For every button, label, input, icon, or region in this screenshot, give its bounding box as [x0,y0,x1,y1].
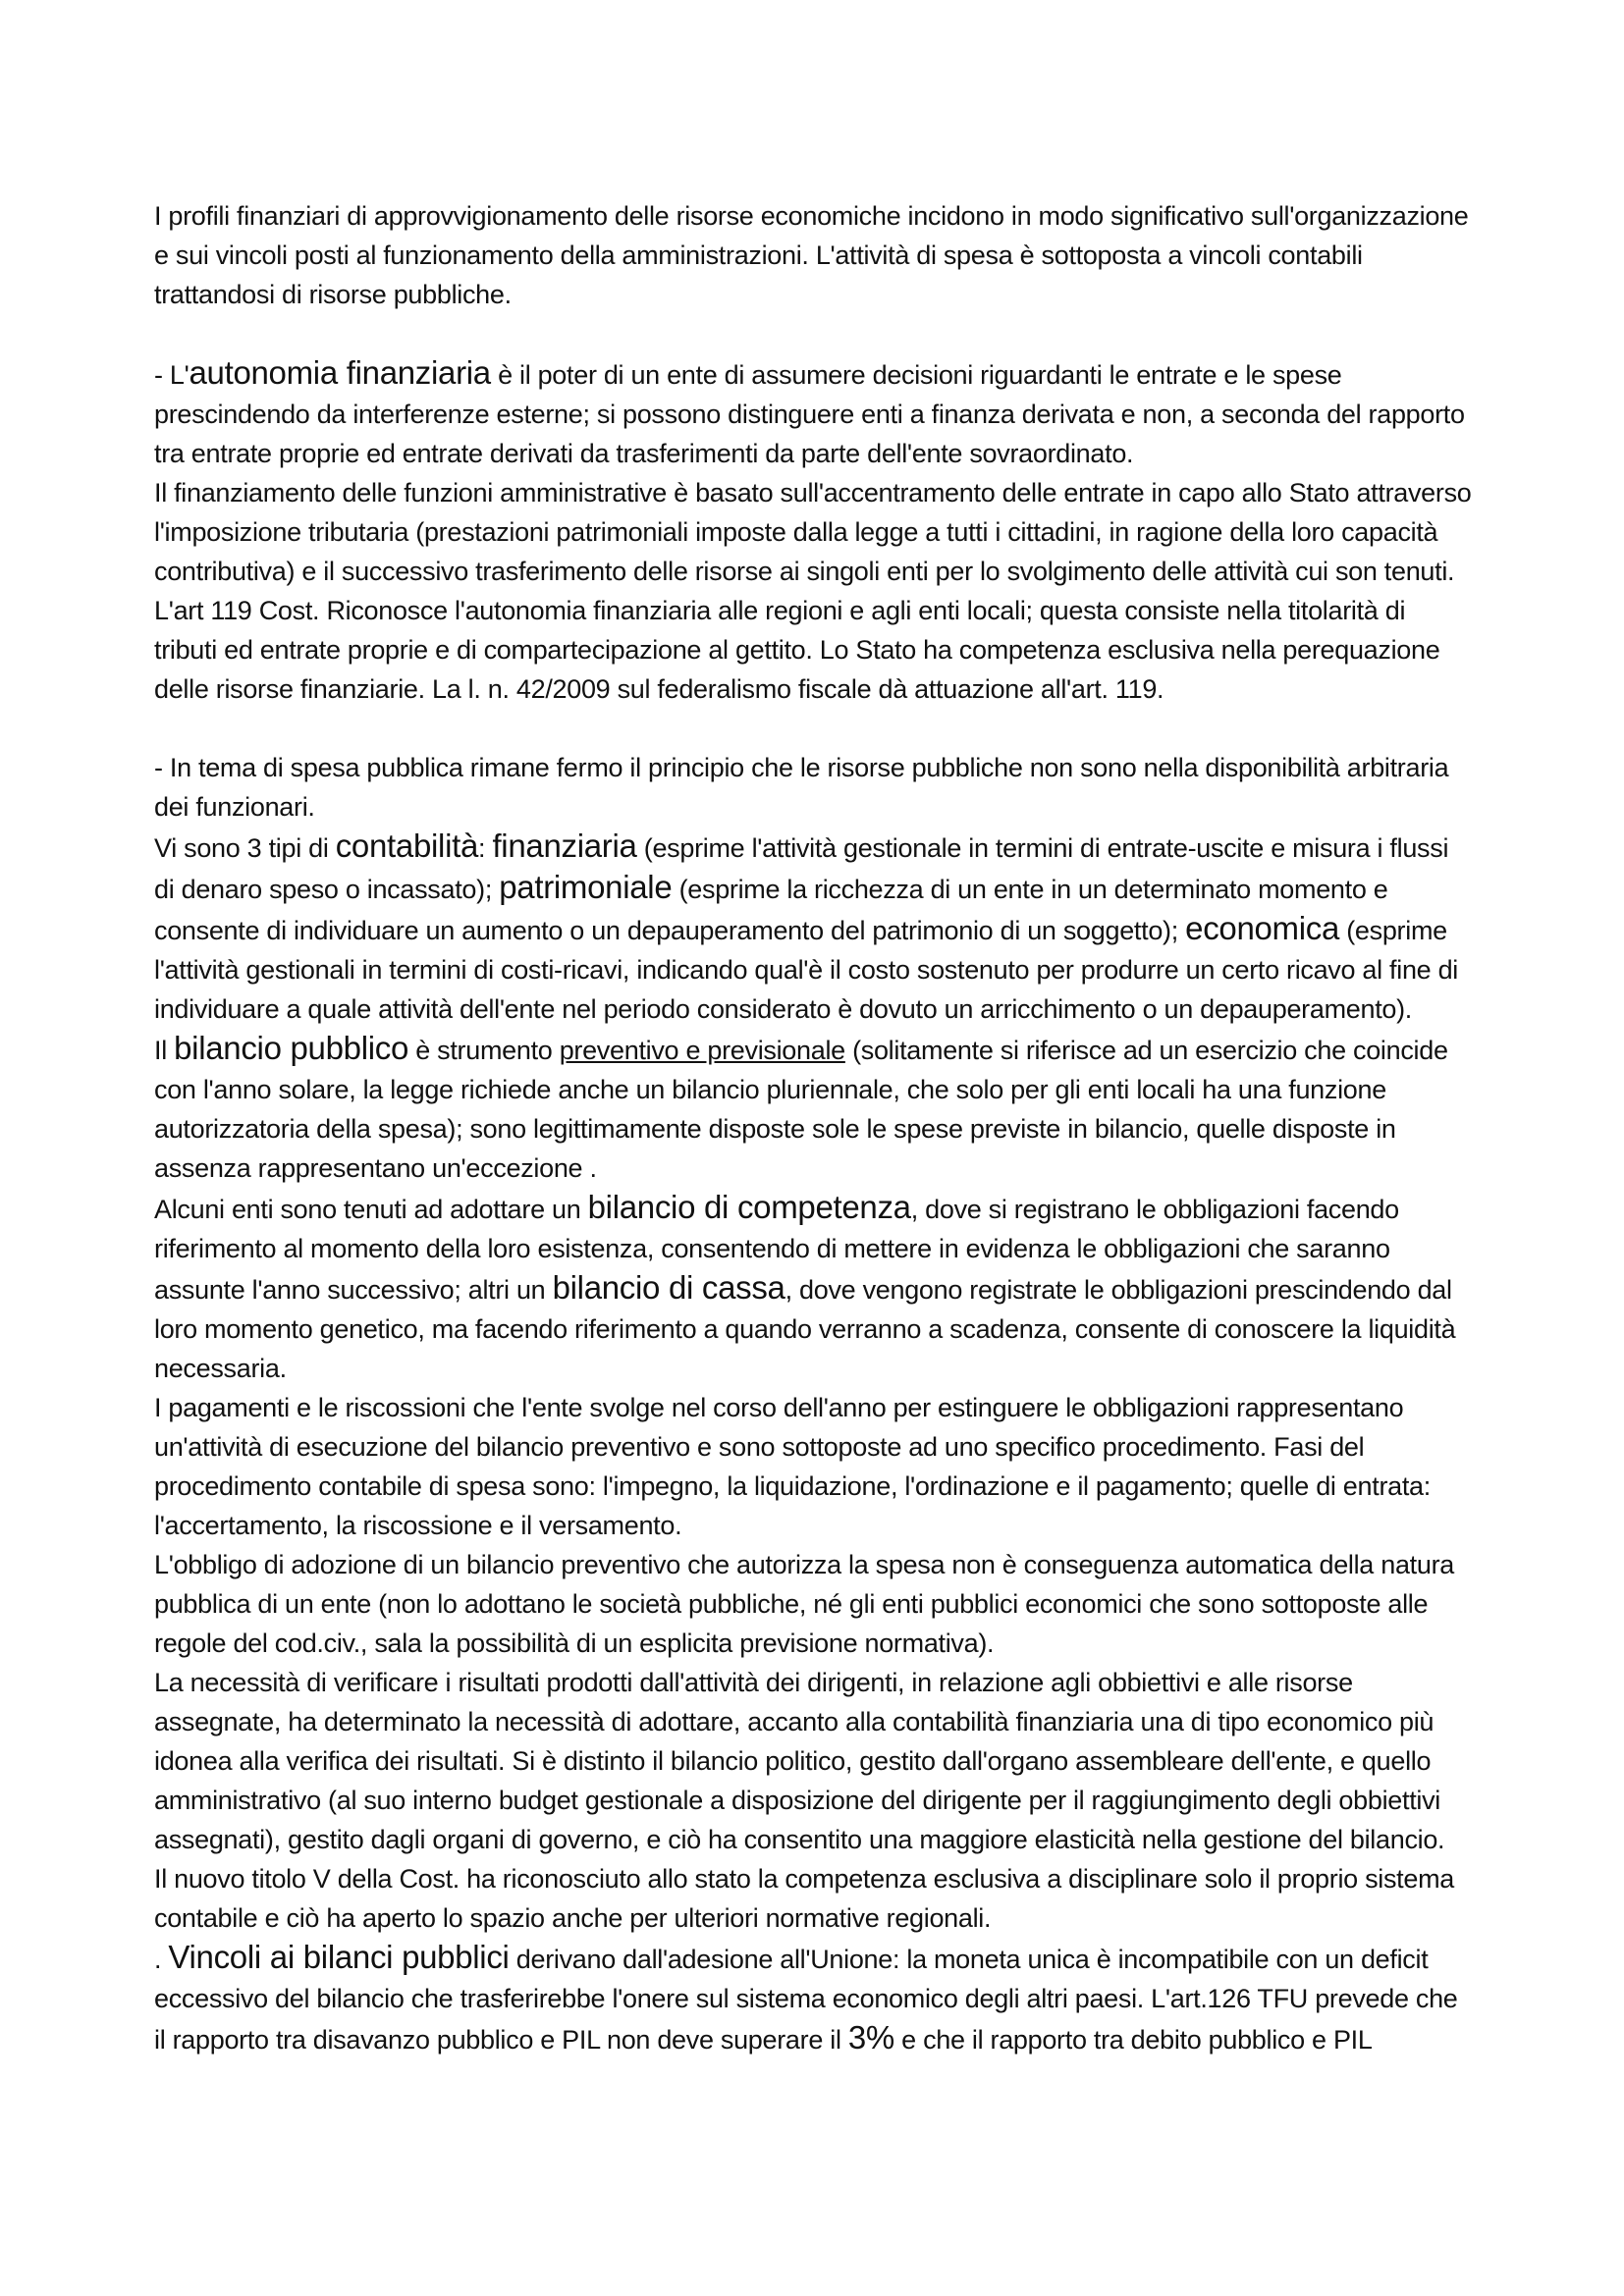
term-vincoli-bilanci-pubblici: Vincoli ai bilanci pubblici [168,1939,510,1975]
term-patrimoniale: patrimoniale [499,869,673,905]
term-contabilita: contabilità [335,828,479,864]
paragraph-bilancio-pubblico: Il bilancio pubblico è strumento preventivo e previsionale (solitamente si riferisce ad un esercizio che coincide con l'anno solare, la legge richiede anche un bilancio pluriennale, che solo per gli enti locali ha una funzione autorizzatoria della spesa); sono legittimamente disposte sole le spese previste in bilancio, quelle disposte in assenza rappresentano un'eccezione . [154,1030,1448,1183]
term-bilancio-pubblico: bilancio pubblico [174,1030,409,1066]
term-bilancio-di-cassa: bilancio di cassa [552,1269,785,1306]
document-page [154,196,1475,2059]
paragraph-spesa-pubblica: - In tema di spesa pubblica rimane fermo il principio che le risorse pubbliche non sono nella disponibilità arbitraria dei funzionari. [154,753,1449,822]
paragraph-intro: I profili finanziari di approvvigionamento delle risorse economiche incidono in modo significativo sull'organizzazione e sui vincoli posti al funzionamento della amministrazioni. L'attività di spesa è sottoposta a vincoli contabili trattandosi di risorse pubbliche. [154,201,1469,309]
paragraph-finanziamento: Il finanziamento delle funzioni amministrative è basato sull'accentramento delle entrate in capo allo Stato attraverso l'imposizione tributaria (prestazioni patrimoniali imposte dalla legge a tutti i cittadini, in ragione della loro capacità contributiva) e il successivo trasferimento delle risorse ai singoli enti per lo svolgimento delle attività cui son tenuti. [154,478,1472,586]
paragraph-competenza-cassa: Alcuni enti sono tenuti ad adottare un bilancio di competenza, dove si registrano le obbligazioni facendo riferimento al momento della loro esistenza, consentendo di mettere in evidenza le obbligazioni che saranno assunte l'anno successivo; altri un bilancio di cassa, dove vengono registrate le obbligazioni prescindendo dal loro momento genetico, ma facendo riferimento a quando verranno a scadenza, consente di conoscere la liquidità necessaria. [154,1189,1456,1383]
term-finanziaria: finanziaria [492,828,637,864]
paragraph-obbligo: L'obbligo di adozione di un bilancio preventivo che autorizza la spesa non è conseguenza automatica della natura pubblica di un ente (non lo adottano le società pubbliche, né gli enti pubblici economici che sono sottoposte alle regole del cod.civ., sala la possibilità di un esplicita previsione normativa). [154,1550,1454,1658]
paragraph-autonomia: - L'autonomia finanziaria è il poter di un ente di assumere decisioni riguardanti le entrate e le spese prescindendo da interferenze esterne; si possono distinguere enti a finanza derivata e non, a seconda del rapporto tra entrate proprie ed entrate derivati da trasferimenti da parte dell'ente sovraordinato. [154,354,1465,468]
paragraph-verifica-risultati: La necessità di verificare i risultati prodotti dall'attività dei dirigenti, in relazione agli obbiettivi e alle risorse assegnate, ha determinato la necessità di adottare, accanto alla contabilità finanziaria una di tipo economico più idonea alla verifica dei risultati. Si è distinto il bilancio politico, gestito dall'organo assembleare dell'ente, e quello amministrativo (al suo interno budget gestionale a disposizione del dirigente per il raggiungimento degli obbiettivi assegnati), gestito dagli organi di governo, e ciò ha consentito una maggiore elasticità nella gestione del bilancio. [154,1668,1445,1854]
paragraph-contabilita: Vi sono 3 tipi di contabilità: finanziaria (esprime l'attività gestionale in termini di entrate-uscite e misura i flussi di denaro speso o incassato); patrimoniale (esprime la ricchezza di un ente in un determinato momento e consente di individuare un aumento o un depauperamento del patrimonio di un soggetto); economica (esprime l'attività gestionali in termini di costi-ricavi, indicando qual'è il costo sostenuto per produrre un certo ricavo al fine di individuare a quale attività dell'ente nel periodo considerato è dovuto un arricchimento o un depauperamento). [154,828,1458,1024]
paragraph-art-119: L'art 119 Cost. Riconosce l'autonomia finanziaria alle regioni e agli enti locali; questa consiste nella titolarità di tributi ed entrate proprie e di compartecipazione al gettito. Lo Stato ha competenza esclusiva nella perequazione delle risorse finanziarie. La l. n. 42/2009 sul federalismo fiscale dà attuazione all'art. 119. [154,596,1440,704]
underlined-preventivo-previsionale: preventivo e previsionale [559,1036,845,1065]
term-bilancio-di-competenza: bilancio di competenza [587,1189,911,1225]
paragraph-vincoli: . Vincoli ai bilanci pubblici derivano dall'adesione all'Unione: la moneta unica è incompatibile con un deficit eccessivo del bilancio che trasferirebbe l'onere sul sistema economico degli altri paesi. L'art.126 TFU prevede che il rapporto tra disavanzo pubblico e PIL non deve superare il 3% e che il rapporto tra debito pubblico e PIL [154,1939,1458,2056]
term-3-percent: 3% [847,2019,894,2056]
paragraph-titolo-v: Il nuovo titolo V della Cost. ha riconosciuto allo stato la competenza esclusiva a disciplinare solo il proprio sistema contabile e ciò ha aperto lo spazio anche per ulteriori normative regionali. [154,1864,1454,1933]
term-economica: economica [1185,910,1340,946]
paragraph-pagamenti: I pagamenti e le riscossioni che l'ente svolge nel corso dell'anno per estinguere le obbligazioni rappresentano un'attività di esecuzione del bilancio preventivo e sono sottoposte ad uno specifico procedimento. Fasi del procedimento contabile di spesa sono: l'impegno, la liquidazione, l'ordinazione e il pagamento; quelle di entrata: l'accertamento, la riscossione e il versamento. [154,1393,1431,1540]
term-autonomia-finanziaria: autonomia finanziaria [189,354,491,391]
